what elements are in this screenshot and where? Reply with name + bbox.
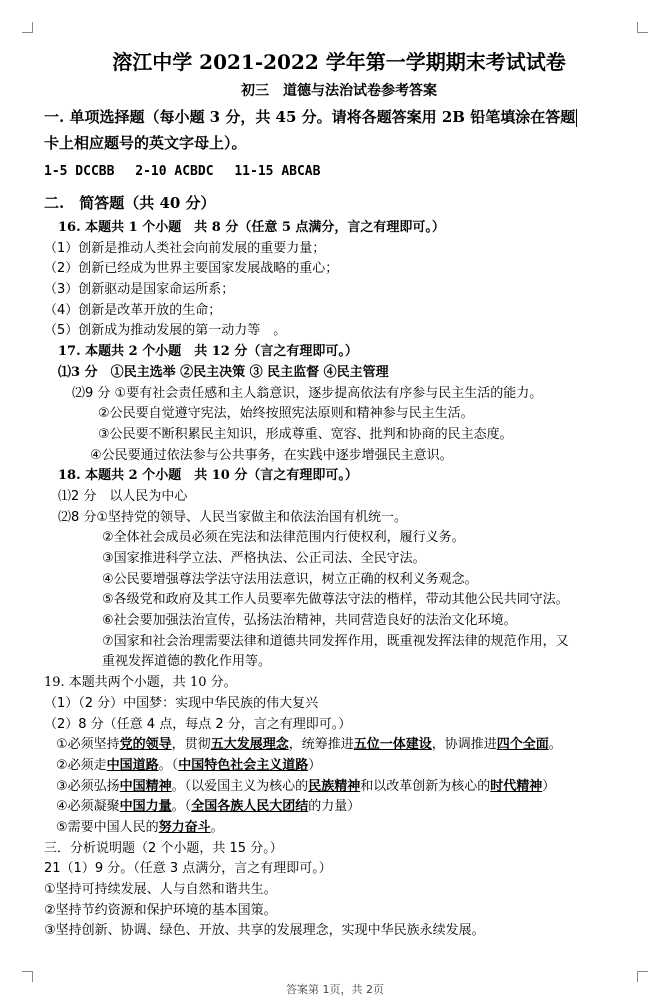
q19-point-5 (44, 818, 634, 839)
q19-point-4-key-b: 全国各族人民大团结 (191, 799, 309, 815)
q19-point-2-text-a: ②必须走 (56, 757, 107, 773)
q19-title: 19. 本题共两个小题，共 10 分。 (44, 675, 237, 691)
q19-point-1-text-d: ，协调推进 (431, 737, 497, 753)
q19-point-1-text-b: ，贯彻 (171, 737, 211, 753)
section1-answers: 1-5 DCCBB 2-10 ACBDC 11-15 ABCAB (44, 164, 321, 179)
q17-part2-item-2: ②公民要自觉遵守宪法，始终按照宪法原则和精神参与民主生活。 (98, 406, 474, 422)
q21-title: 21（1）9 分。（任意 3 点满分，言之有理即可。） (44, 861, 332, 877)
q19-point-3-text-a: ③必须弘扬 (56, 778, 120, 794)
q18-part1: ⑴2 分 以人民为中心 (58, 488, 188, 504)
text-cursor (576, 109, 577, 127)
q19-point-2 (44, 756, 634, 777)
q19-point-4-text-a: ④必须凝聚 (56, 799, 120, 815)
q18-part2-item-6: ⑥社会要加强法治宣传，弘扬法治精神，共同营造良好的法治文化环境。 (102, 613, 517, 629)
q17-part2-item-4: ④公民要通过依法参与公共事务，在实践中逐步增强民主意识。 (90, 447, 453, 463)
page-footer: 答案第 1页，共 2页 (286, 983, 384, 996)
q18-title: 18. 本题共 2 个小题 共 10 分（言之有理即可。） (58, 468, 358, 484)
q18-part2-item-1: ⑵8 分①坚持党的领导、人民当家做主和依法治国有机统一。 (58, 509, 408, 525)
q19-point-1 (44, 735, 634, 756)
section1-heading-text: 一. 单项选择题（每小题 3 分，共 45 分。请将各题答案用 2B 铅笔填涂在答题 (44, 108, 576, 126)
q16-item-3: （3）创新驱动是国家命运所系； (44, 282, 235, 298)
q19-point-3-key-a: 中国精神 (119, 778, 172, 794)
section2-heading: 二. 简答题（共 40 分） (44, 194, 216, 212)
q19-point-3 (44, 777, 634, 798)
section3-heading: 三．分析说明题（2 个小题，共 15 分。） (44, 840, 283, 856)
q19-point-3-text-b: 。（以爱国主义为核心的 (171, 778, 309, 794)
q21-item-2: ②坚持节约资源和保护环境的基本国策。 (44, 902, 277, 918)
q18-part2-item-5: ⑤各级党和政府及其工作人员要率先做尊法守法的楷样，带动其他公民共同守法。 (102, 592, 569, 608)
section1-heading-line1[interactable] (44, 104, 634, 130)
q17-part2-item-1: ⑵9 分 ①要有社会责任感和主人翁意识，逐步提高依法有序参与民主生活的能力。 (72, 385, 543, 401)
q19-point-4-text-b: 。（ (171, 799, 192, 815)
q19-point-1-text-e: 。 (548, 737, 562, 753)
q19-point-2-key-b: 中国特色社会主义道路 (178, 757, 309, 773)
q19-point-1-key-b: 五大发展理念 (210, 737, 289, 753)
q19-point-5-text-a: ⑤需要中国人民的 (56, 819, 159, 835)
q19-point-2-text-c: ） (308, 757, 322, 773)
document-subtitle: 初三 道德与法治试卷参考答案 (241, 83, 437, 99)
q19-point-1-key-a: 党的领导 (119, 737, 172, 753)
crop-mark-top-right (637, 22, 648, 33)
q18-part2-item-4: ④公民要增强尊法学法守法用法意识，树立正确的权利义务观念。 (102, 571, 478, 587)
q16-title: 16. 本题共 1 个小题 共 8 分（任意 5 点满分，言之有理即可。） (58, 220, 445, 235)
q19-point-5-text-b: 。 (210, 819, 224, 835)
q19-point-2-text-b: 。（ (158, 757, 179, 773)
document-title: 溶江中学 2021-2022 学年第一学期期末考试试卷 (112, 50, 566, 74)
q19-point-3-text-d: ） (542, 778, 556, 794)
q19-point-2-key-a: 中国道路 (106, 757, 159, 773)
q18-part2-item-7: ⑦国家和社会治理需要法律和道德共同发挥作用，既重视发挥法律的规范作用，又 (102, 633, 569, 649)
q18-part2-item-3: ③国家推进科学立法、严格执法、公正司法、全民守法。 (102, 551, 426, 566)
q21-item-3: ③坚持创新、协调、绿色、开放、共享的发展理念，实现中华民族永续发展。 (44, 923, 485, 939)
q18-part2-item-2: ②全体社会成员必须在宪法和法律范围内行使权利，履行义务。 (102, 530, 465, 546)
q21-item-1: ①坚持可持续发展、人与自然和谐共生。 (44, 882, 277, 897)
q19-part1: （1）（2 分）中国梦：实现中华民族的伟大复兴 (44, 695, 319, 711)
crop-mark-top-left (22, 22, 33, 33)
q17-part1: ⑴3 分 ①民主选举 ②民主决策 ③ 民主监督 ④民主管理 (58, 364, 389, 380)
q16-item-4: （4）创新是改革开放的生命； (44, 302, 222, 318)
q19-point-3-key-c: 时代精神 (490, 778, 543, 794)
q19-point-1-text-a: ①必须坚持 (56, 737, 120, 753)
q18-part2-item-8: 重视发挥道德的教化作用等。 (102, 654, 272, 670)
q19-point-4-key-a: 中国力量 (119, 799, 172, 815)
q19-part2: （2）8 分（任意 4 点，每点 2 分，言之有理即可。） (44, 716, 352, 732)
q19-point-1-text-c: ，统筹推进 (288, 737, 354, 753)
q16-item-2: （2）创新已经成为世界主要国家发展战略的重心； (44, 261, 339, 277)
q17-title: 17. 本题共 2 个小题 共 12 分（言之有理即可。） (58, 344, 358, 360)
document-page (44, 46, 634, 942)
section1-heading-line2: 卡上相应题号的英文字母上）。 (44, 134, 247, 152)
q19-point-3-key-b: 民族精神 (308, 778, 361, 794)
q19-point-3-text-c: 和以改革创新为核心的 (360, 778, 491, 794)
q17-part2-item-3: ③公民要不断积累民主知识，形成尊重、宽容、批判和协商的民主态度。 (98, 426, 513, 442)
q19-point-4 (44, 797, 634, 818)
q16-item-5: （5）创新成为推动发展的第一动力等 。 (44, 323, 287, 339)
q19-point-1-key-d: 四个全面 (496, 737, 549, 753)
q19-point-5-key-a: 努力奋斗 (158, 819, 211, 835)
q19-point-1-key-c: 五位一体建设 (353, 737, 432, 753)
q19-point-4-text-c: 的力量） (308, 799, 361, 815)
q16-item-1: （1）创新是推动人类社会向前发展的重要力量； (44, 240, 326, 256)
